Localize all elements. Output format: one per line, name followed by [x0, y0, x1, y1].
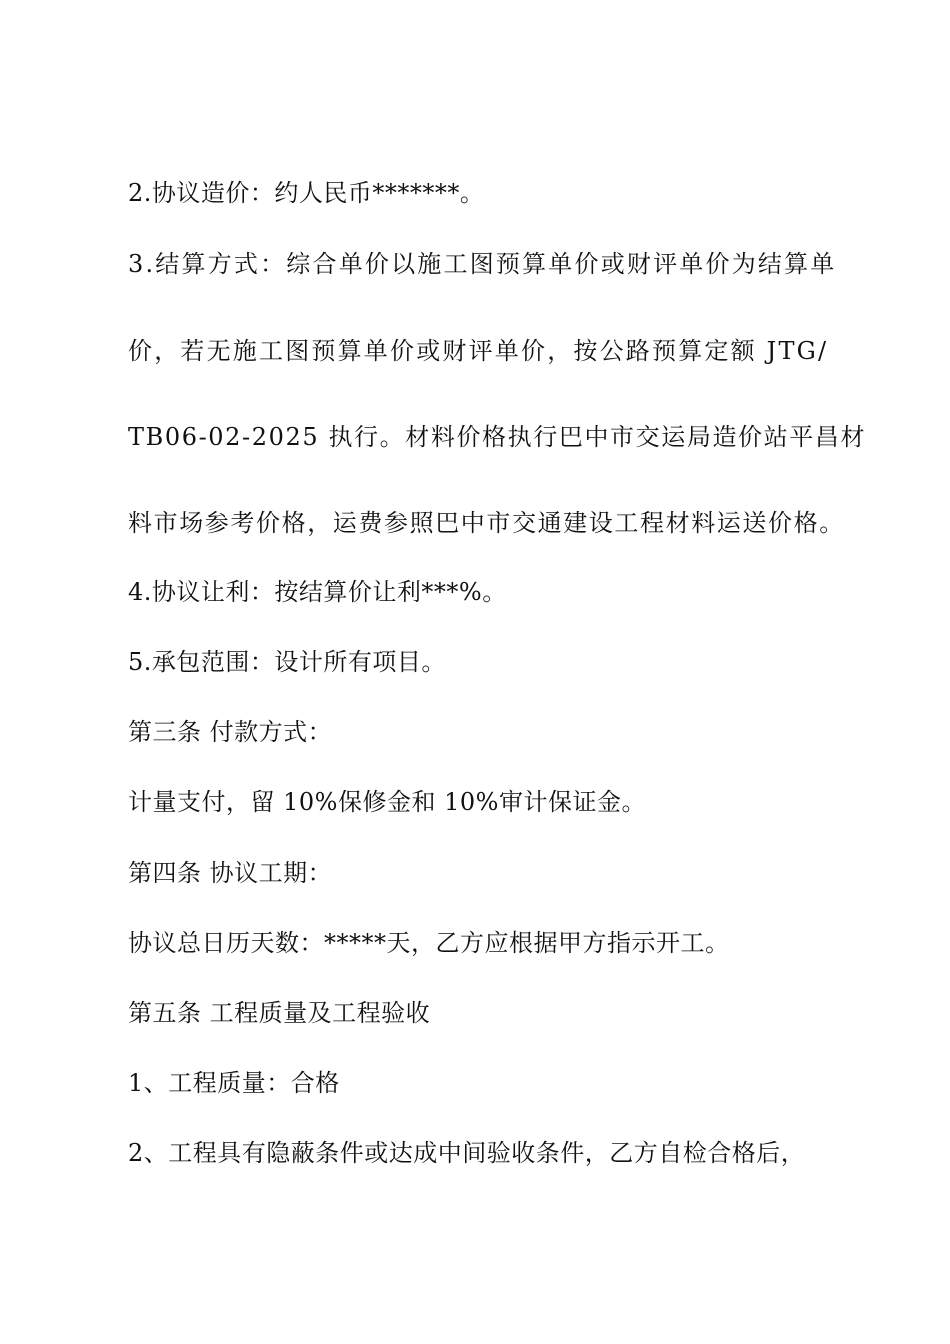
article-5-item-1: 1、工程质量：合格: [128, 1069, 340, 1097]
article-3-heading: 第三条 付款方式：: [128, 718, 333, 746]
clause-5-scope: 5.承包范围：设计所有项目。: [128, 648, 446, 676]
clause-4-discount: 4.协议让利：按结算价让利***%。: [128, 578, 507, 606]
clause-3-settlement-line-4: 料市场参考价格，运费参照巴中市交通建设工程材料运送价格。: [128, 509, 845, 537]
article-4-heading: 第四条 协议工期：: [128, 859, 333, 887]
clause-3-settlement-line-1: 3.结算方式：综合单价以施工图预算单价或财评单价为结算单: [128, 250, 837, 278]
article-5-item-2: 2、工程具有隐蔽条件或达成中间验收条件，乙方自检合格后，: [128, 1139, 806, 1167]
article-5-heading: 第五条 工程质量及工程验收: [128, 999, 431, 1027]
clause-3-settlement-line-3: TB06-02-2025 执行。材料价格执行巴中市交运局造价站平昌材: [128, 423, 867, 451]
clause-2-agreed-price: 2.协议造价：约人民币*******。: [128, 179, 485, 207]
article-3-payment-text: 计量支付，留 10%保修金和 10%审计保证金。: [128, 788, 646, 816]
article-4-duration-text: 协议总日历天数：*****天，乙方应根据甲方指示开工。: [128, 929, 730, 957]
clause-3-settlement-line-2: 价，若无施工图预算单价或财评单价，按公路预算定额 JTG/: [128, 337, 829, 365]
